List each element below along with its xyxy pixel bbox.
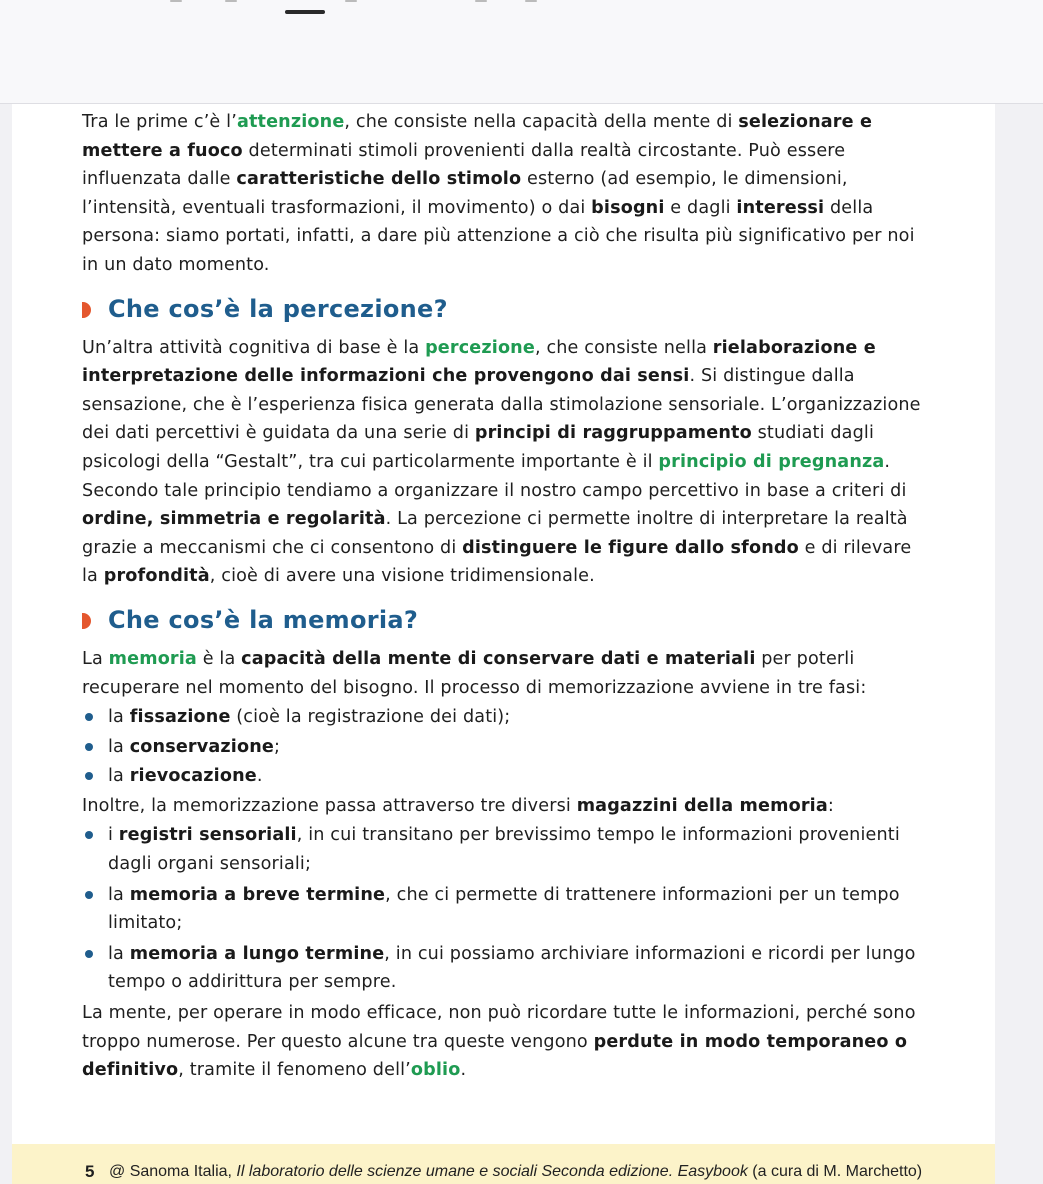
- term-oblio: oblio: [410, 1060, 461, 1081]
- list-item: la rievocazione.: [82, 762, 922, 791]
- page-number: 5: [85, 1162, 95, 1181]
- list-item: la conservazione;: [82, 733, 922, 762]
- bullet-icon: [85, 891, 93, 899]
- list-item: la memoria a lungo termine, in cui possiamo archiviare informazioni e ricordi per lungo tempo o addirittura per sempre.: [82, 940, 922, 997]
- paragraph-memoria: La memoria è la capacità della mente di conservare dati e materiali per poterli recuperare nel momento del bisogno. Il processo di memorizzazione avviene in tre fasi:: [82, 648, 867, 698]
- bullet-icon: [85, 743, 93, 751]
- paragraph-percezione: Un’altra attività cognitiva di base è la percezione, che consiste nella rielaborazione e interpretazione delle informazioni che provengono dai sensi. Si distingue dalla sensazione, che è l’esperienza fisica generata dalla stimolazione sensoriale. L’organizzazione dei dati percettivi è guidata da una serie di principi di raggruppamento studiati dagli psicologi della “Gestalt”, tra cui particolarmente importante è il principio di pregnanza. Secondo tale principio tendiamo a organizzare il nostro campo percettivo in base a criteri di ordine, simmetria e regolarità. La percezione ci permette inoltre di interpretare la realtà grazie a meccanismi che ci consentono di distinguere le figure dallo sfondo e di rilevare la profondità, cioè di avere una visione tridimensionale.: [82, 337, 921, 587]
- bullet-icon: [85, 831, 93, 839]
- term-memoria: memoria: [108, 648, 197, 669]
- paragraph-oblio: La mente, per operare in modo efficace, non può ricordare tutte le informazioni, perché sono troppo numerose. Per questo alcune tra queste vengono perdute in modo temporaneo o definitivo, tramite il fenomeno dell’oblio.: [82, 1003, 916, 1081]
- list-item: i registri sensoriali, in cui transitano per brevissimo tempo le informazioni provenienti dagli organi sensoriali;: [82, 821, 922, 878]
- list-item: la fissazione (cioè la registrazione dei dati);: [82, 703, 922, 732]
- toolbar-indicator: [475, 0, 487, 2]
- toolbar-indicator: [225, 0, 237, 2]
- bullet-icon: [85, 950, 93, 958]
- list-magazzini: [82, 821, 922, 997]
- list-item: la memoria a breve termine, che ci permette di trattenere informazioni per un tempo limitato;: [82, 881, 922, 938]
- section-heading-memoria: Che cos’è la memoria?: [82, 603, 922, 637]
- term-attenzione: attenzione: [236, 112, 345, 132]
- toolbar-indicator: [525, 0, 537, 2]
- footer-credit: @ Sanoma Italia, Il laboratorio delle scienze umane e sociali Seconda edizione. Easybook (a cura di M. Marchetto): [109, 1163, 923, 1180]
- document-page: [12, 104, 995, 1184]
- section-heading-percezione: Che cos’è la percezione?: [82, 292, 922, 326]
- list-fasi: [82, 703, 922, 791]
- bullet-icon: [85, 713, 93, 721]
- term-principio-di-pregnanza: principio di pregnanza: [658, 451, 885, 472]
- bullet-icon: [85, 772, 93, 780]
- viewer-top-bar: [0, 0, 1043, 104]
- paragraph-attenzione: Tra le prime c’è l’attenzione, che consiste nella capacità della mente di selezionare e mettere a fuoco determinati stimoli provenienti dalla realtà circostante. Può essere influenzata dalle caratteristiche dello stimolo esterno (ad esempio, le dimensioni, l’intensità, eventuali trasformazioni, il movimento) o dai bisogni e dagli interessi della persona: siamo portati, infatti, a dare più attenzione a ciò che risulta più significativo per noi in un dato momento.: [82, 112, 915, 275]
- toolbar-indicator: [170, 0, 182, 2]
- term-percezione: percezione: [425, 337, 535, 358]
- drag-handle[interactable]: [285, 10, 325, 14]
- toolbar-indicator: [345, 0, 357, 2]
- section-marker-icon: [82, 302, 91, 318]
- page-content: [82, 108, 922, 1085]
- section-marker-icon: [82, 613, 91, 629]
- paragraph-magazzini: Inoltre, la memorizzazione passa attraverso tre diversi magazzini della memoria:: [82, 795, 834, 816]
- page-footer: [12, 1144, 995, 1184]
